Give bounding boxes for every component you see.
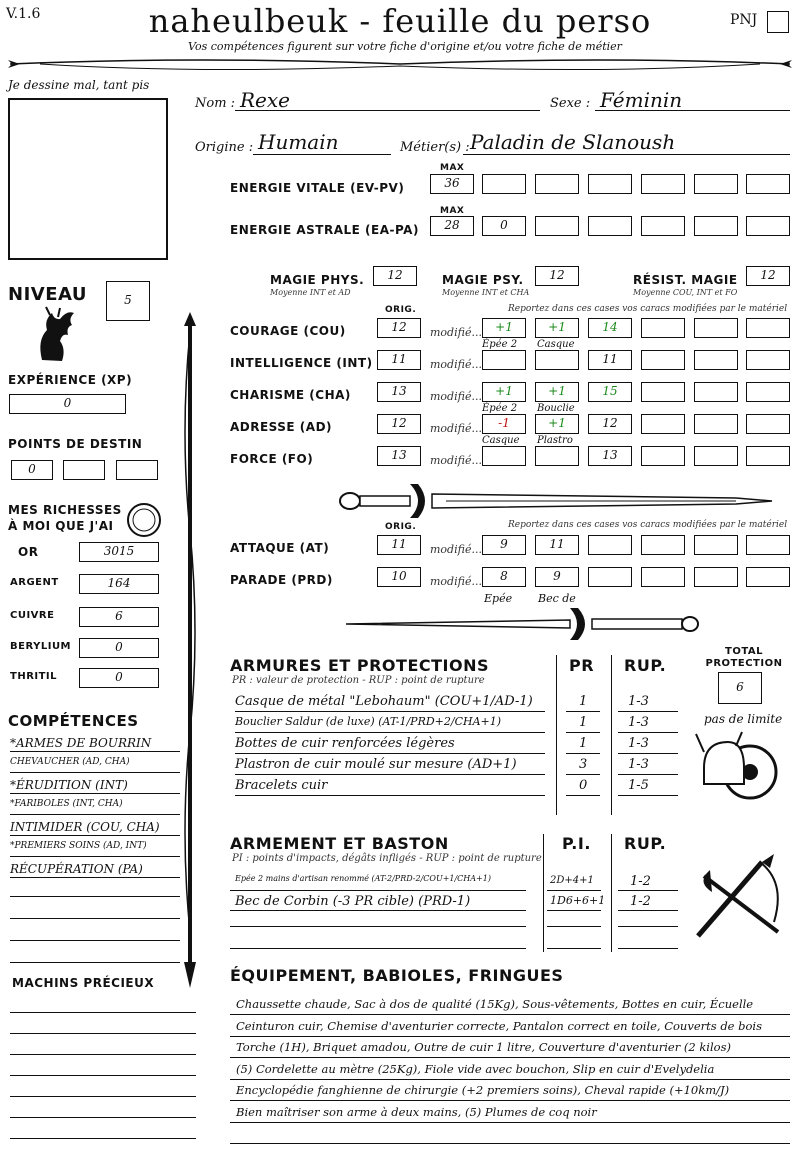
armure-rup-4[interactable]: 1-5 (628, 778, 649, 793)
stat-2-note-1: Épée 2 (482, 403, 518, 414)
ev-label: ENERGIE VITALE (EV-PV) (230, 181, 405, 195)
equip-rule-4 (230, 1100, 790, 1101)
stat-0-mod-4[interactable] (641, 318, 685, 338)
magie-phys-label: MAGIE PHYS. (270, 273, 365, 287)
wealth-label-3: BERYLIUM (10, 641, 72, 652)
competence-empty-line-0 (10, 896, 180, 897)
competence-0[interactable]: *ARMES DE BOURRIN (10, 736, 152, 750)
stat-modif-label-4: modifié... (430, 454, 482, 467)
stat-label-2: CHARISME (CHA) (230, 388, 351, 402)
armure-rup-2[interactable]: 1-3 (628, 736, 649, 751)
stat-2-mod-5[interactable] (694, 382, 738, 402)
arme-rup-1[interactable]: 1-2 (630, 894, 651, 909)
machins-line-6 (10, 1138, 196, 1139)
arme-rup-line-0 (618, 890, 678, 891)
competence-empty-line-2 (10, 940, 180, 941)
stat-modif-label-2: modifié... (430, 390, 482, 403)
niveau-box[interactable]: 5 (106, 281, 150, 321)
sword-ornament-1 (336, 478, 776, 524)
competence-empty-line-1 (10, 918, 180, 919)
stat-1-mod-6[interactable] (746, 350, 790, 370)
arme-line-1 (230, 910, 526, 911)
machins-line-0 (10, 1012, 196, 1013)
ev-box-2[interactable] (535, 174, 579, 194)
armure-pr-4[interactable]: 0 (579, 778, 588, 793)
stat-orig-0[interactable]: 12 (377, 318, 421, 338)
competence-empty-line-3 (10, 962, 180, 963)
armure-name-4[interactable]: Bracelets cuir (235, 778, 328, 793)
arme-rup-line-1 (618, 910, 678, 911)
pnj-label: PNJ (730, 12, 758, 28)
nom-field[interactable]: Rexe (240, 88, 291, 112)
destin-box-1[interactable]: 0 (11, 460, 53, 480)
combat-0-mod-4[interactable] (641, 535, 685, 555)
stat-0-mod-1[interactable]: +1 (482, 318, 526, 338)
origine-label: Origine : (195, 140, 254, 155)
wealth-label-0: OR (18, 545, 39, 559)
combat-note-1: Epée (484, 592, 513, 605)
ea-box-5[interactable] (694, 216, 738, 236)
staff-ornament (178, 312, 202, 988)
armure-rup-line-0 (618, 711, 678, 712)
magie-phys-box[interactable]: 12 (373, 266, 417, 286)
stat-orig-4[interactable]: 13 (377, 446, 421, 466)
arme-pi-0[interactable]: 2D+4+1 (550, 875, 594, 886)
equip-rule-5 (230, 1122, 790, 1123)
armure-line-3 (235, 774, 545, 775)
stat-orig-2[interactable]: 13 (377, 382, 421, 402)
ea-box-4[interactable] (641, 216, 685, 236)
wealth-box-3[interactable]: 0 (79, 638, 159, 658)
competence-line-1 (10, 772, 180, 773)
arme-line-0 (230, 890, 526, 891)
wealth-box-1[interactable]: 164 (79, 574, 159, 594)
arme-empty-rup-line-0 (618, 926, 678, 927)
stat-3-mod-6[interactable] (746, 414, 790, 434)
stat-3-mod-2[interactable]: +1 (535, 414, 579, 434)
equipement-label: ÉQUIPEMENT, BABIOLES, FRINGUES (230, 966, 564, 985)
nom-underline (235, 110, 540, 111)
sexe-field[interactable]: Féminin (600, 88, 683, 112)
combat-0-mod-6[interactable] (746, 535, 790, 555)
stat-0-mod-5[interactable] (694, 318, 738, 338)
combat-0-mod-1[interactable]: 9 (482, 535, 526, 555)
combat-modif-label-0: modifié... (430, 543, 482, 556)
sword-ornament-2 (340, 604, 700, 644)
competence-line-3 (10, 814, 180, 815)
destin-label: POINTS DE DESTIN (8, 437, 143, 451)
sexe-label: Sexe : (550, 96, 591, 111)
combat-0-mod-2[interactable]: 11 (535, 535, 579, 555)
armement-col-divider-1 (543, 834, 544, 952)
competence-1[interactable]: CHEVAUCHER (AD, CHA) (10, 757, 130, 767)
stat-orig-1[interactable]: 11 (377, 350, 421, 370)
sexe-underline (595, 110, 790, 111)
resist-magie-box[interactable]: 12 (746, 266, 790, 286)
competence-5[interactable]: *PREMIERS SOINS (AD, INT) (10, 841, 147, 851)
competence-line-0 (10, 751, 180, 752)
armure-rup-line-2 (618, 753, 678, 754)
combat-1-mod-2[interactable]: 9 (535, 567, 579, 587)
competence-line-4 (10, 835, 180, 836)
pr-header: PR (569, 656, 595, 675)
machins-line-2 (10, 1054, 196, 1055)
ev-box-6[interactable] (746, 174, 790, 194)
ev-max-label: MAX (440, 163, 465, 173)
combat-label-0: ATTAQUE (AT) (230, 541, 330, 555)
stat-modif-label-0: modifié... (430, 326, 482, 339)
equip-rule-2 (230, 1057, 790, 1058)
ev-max-box[interactable]: 36 (430, 174, 474, 194)
stat-label-0: COURAGE (COU) (230, 324, 346, 338)
armure-line-0 (235, 711, 545, 712)
armure-line-4 (235, 795, 545, 796)
stat-1-mod-5[interactable] (694, 350, 738, 370)
armure-rup-line-3 (618, 774, 678, 775)
armure-rup-1[interactable]: 1-3 (628, 715, 649, 730)
report-note: Reportez dans ces cases vos caracs modifiées par le matériel (508, 304, 788, 314)
stat-2-note-2: Bouclie (537, 403, 575, 414)
competence-line-5 (10, 856, 180, 857)
ea-label: ENERGIE ASTRALE (EA-PA) (230, 223, 419, 237)
stat-3-mod-4[interactable] (641, 414, 685, 434)
xp-box[interactable]: 0 (9, 394, 126, 414)
competence-line-6 (10, 877, 180, 878)
stat-0-mod-6[interactable] (746, 318, 790, 338)
stat-label-1: INTELLIGENCE (INT) (230, 356, 373, 370)
pnj-checkbox[interactable] (767, 11, 789, 33)
ea-box-6[interactable] (746, 216, 790, 236)
stat-3-note-2: Plastro (537, 435, 573, 446)
resist-magie-label: RÉSIST. MAGIE (633, 273, 738, 287)
stat-4-mod-2[interactable] (535, 446, 579, 466)
stat-2-mod-3[interactable]: 15 (588, 382, 632, 402)
armure-pr-line-1 (566, 732, 600, 733)
magie-psy-label: MAGIE PSY. (442, 273, 524, 287)
wealth-box-0[interactable]: 3015 (79, 542, 159, 562)
stat-2-mod-6[interactable] (746, 382, 790, 402)
combat-label-1: PARADE (PRD) (230, 573, 333, 587)
arme-rup-0[interactable]: 1-2 (630, 874, 651, 889)
equip-rule-6 (230, 1143, 790, 1144)
ev-box-5[interactable] (694, 174, 738, 194)
stat-0-note-1: Épée 2 (482, 339, 518, 350)
metier-label: Métier(s) : (400, 140, 470, 155)
stat-4-mod-6[interactable] (746, 446, 790, 466)
report-note-combat: Reportez dans ces cases vos caracs modifiées par le matériel (508, 520, 788, 530)
richesses-label-2: À MOI QUE J'AI (8, 519, 114, 533)
equip-rule-0 (230, 1014, 790, 1015)
equip-line-5[interactable]: Bien maîtriser son arme à deux mains, (5) Plumes de coq noir (236, 1104, 597, 1119)
sheet-subtitle: Vos compétences figurent sur votre fiche d'origine et/ou votre fiche de métier (188, 40, 622, 53)
orig-label-combat: ORIG. (385, 522, 417, 532)
combat-orig-0[interactable]: 11 (377, 535, 421, 555)
arme-empty-pi-line-1 (547, 948, 601, 949)
machins-label: MACHINS PRÉCIEUX (12, 976, 155, 990)
armure-rup-3[interactable]: 1-3 (628, 757, 649, 772)
competence-4[interactable]: INTIMIDER (COU, CHA) (10, 820, 160, 834)
competences-label: COMPÉTENCES (8, 712, 139, 730)
resist-magie-note: Moyenne COU, INT et FO (633, 288, 738, 297)
combat-orig-1[interactable]: 10 (377, 567, 421, 587)
stat-3-mod-5[interactable] (694, 414, 738, 434)
arme-empty-line-0 (230, 926, 526, 927)
armure-pr-line-3 (566, 774, 600, 775)
ea-current-box[interactable]: 0 (482, 216, 526, 236)
arme-pi-line-1 (547, 910, 601, 911)
weapons-icon (690, 852, 790, 942)
equip-line-2[interactable]: Torche (1H), Briquet amadou, Outre de cuir 1 litre, Couverture d'aventurier (2 kilos) (236, 1040, 731, 1054)
ev-box-3[interactable] (588, 174, 632, 194)
version: V.1.6 (6, 6, 41, 22)
ea-box-2[interactable] (535, 216, 579, 236)
arme-pi-line-0 (547, 890, 601, 891)
competence-line-2 (10, 793, 180, 794)
arme-empty-line-1 (230, 948, 526, 949)
arme-empty-pi-line-0 (547, 926, 601, 927)
destin-box-2[interactable] (63, 460, 105, 480)
pas-de-limite: pas de limite (704, 712, 783, 726)
machins-line-3 (10, 1075, 196, 1076)
combat-note-2: Bec de (538, 592, 576, 605)
armement-sub: PI : points d'impacts, dégâts infligés - RUP : point de rupture (232, 853, 542, 864)
coin-icon (126, 502, 162, 538)
combat-1-mod-6[interactable] (746, 567, 790, 587)
magie-psy-box[interactable]: 12 (535, 266, 579, 286)
armure-pr-line-4 (566, 795, 600, 796)
combat-0-mod-5[interactable] (694, 535, 738, 555)
wealth-label-4: THRITIL (10, 671, 58, 682)
ea-max-label: MAX (440, 206, 465, 216)
wealth-label-1: ARGENT (10, 577, 59, 588)
wealth-label-2: CUIVRE (10, 610, 55, 621)
nom-label: Nom : (195, 96, 236, 111)
wealth-box-2[interactable]: 6 (79, 607, 159, 627)
armure-name-0[interactable]: Casque de métal "Lebohaum" (COU+1/AD-1) (235, 694, 533, 709)
ea-box-3[interactable] (588, 216, 632, 236)
magie-phys-note: Moyenne INT et AD (270, 288, 351, 297)
armures-col-divider-2 (611, 655, 612, 815)
armures-col-divider-1 (556, 655, 557, 815)
combat-1-mod-5[interactable] (694, 567, 738, 587)
portrait-label: Je dessine mal, tant pis (8, 78, 150, 92)
armure-name-3[interactable]: Plastron de cuir moulé sur mesure (AD+1) (235, 757, 517, 772)
combat-modif-label-1: modifié... (430, 575, 482, 588)
destin-box-3[interactable] (116, 460, 158, 480)
stat-2-mod-2[interactable]: +1 (535, 382, 579, 402)
equip-rule-3 (230, 1079, 790, 1080)
armement-col-divider-2 (611, 834, 612, 952)
combat-1-mod-4[interactable] (641, 567, 685, 587)
stat-4-mod-4[interactable] (641, 446, 685, 466)
ev-box-1[interactable] (482, 174, 526, 194)
sheet-title: naheulbeuk - feuille du perso (148, 2, 652, 40)
stat-label-4: FORCE (FO) (230, 452, 314, 466)
stat-orig-3[interactable]: 12 (377, 414, 421, 434)
stat-2-mod-1[interactable]: +1 (482, 382, 526, 402)
stat-4-mod-1[interactable] (482, 446, 526, 466)
equip-line-0[interactable]: Chaussette chaude, Sac à dos de qualité (15Kg), Sous-vêtements, Bottes en cuir, Écuelle (236, 997, 754, 1011)
competence-2[interactable]: *ÉRUDITION (INT) (10, 778, 128, 792)
stat-label-3: ADRESSE (AD) (230, 420, 333, 434)
arme-name-1[interactable]: Bec de Corbin (-3 PR cible) (PRD-1) (235, 894, 471, 909)
stat-2-mod-4[interactable] (641, 382, 685, 402)
combat-0-mod-3[interactable] (588, 535, 632, 555)
stat-1-mod-4[interactable] (641, 350, 685, 370)
equip-line-3[interactable]: (5) Cordelette au mètre (25Kg), Fiole vide avec bouchon, Slip en cuir d'Evelydelia (236, 1061, 715, 1076)
armure-line-1 (235, 732, 545, 733)
machins-line-4 (10, 1096, 196, 1097)
pi-header: P.I. (562, 834, 591, 853)
total-protection-label: TOTAL PROTECTION (705, 646, 783, 669)
dragon-icon (32, 305, 82, 365)
equip-line-4[interactable]: Encyclopédie fanghienne de chirurgie (+2 premiers soins), Cheval rapide (+10km/J) (236, 1083, 730, 1097)
stat-3-note-1: Casque (482, 435, 520, 446)
machins-line-1 (10, 1033, 196, 1034)
header-rope-ornament (0, 52, 800, 76)
rup-header-armement: RUP. (624, 834, 667, 853)
stat-modif-label-3: modifié... (430, 422, 482, 435)
arme-name-0[interactable]: Epée 2 mains d'artisan renommé (AT-2/PRD-2/COU+1/CHA+1) (235, 874, 491, 883)
xp-label: EXPÉRIENCE (XP) (8, 373, 133, 387)
arme-empty-rup-line-1 (618, 948, 678, 949)
richesses-label-1: MES RICHESSES (8, 503, 122, 517)
stat-0-mod-3[interactable]: 14 (588, 318, 632, 338)
armure-line-2 (235, 753, 545, 754)
ea-max-box[interactable]: 28 (430, 216, 474, 236)
armure-name-1[interactable]: Bouclier Saldur (de luxe) (AT-1/PRD+2/CHA+1) (235, 715, 502, 728)
wealth-box-4[interactable]: 0 (79, 668, 159, 688)
stat-0-mod-2[interactable]: +1 (535, 318, 579, 338)
armure-pr-0[interactable]: 1 (579, 694, 588, 709)
armures-sub: PR : valeur de protection - RUP : point de rupture (232, 675, 485, 686)
armure-rup-line-4 (618, 795, 678, 796)
armure-pr-line-2 (566, 753, 600, 754)
helmet-shield-icon (694, 728, 780, 808)
armure-rup-line-1 (618, 732, 678, 733)
total-protection-box[interactable]: 6 (718, 672, 762, 704)
stat-1-mod-3[interactable]: 11 (588, 350, 632, 370)
ev-box-4[interactable] (641, 174, 685, 194)
stat-4-mod-5[interactable] (694, 446, 738, 466)
stat-0-note-2: Casque (537, 339, 575, 350)
metier-field[interactable]: Paladin de Slanoush (470, 130, 676, 154)
stat-1-mod-1[interactable] (482, 350, 526, 370)
equip-line-1[interactable]: Ceinturon cuir, Chemise d'aventurier correcte, Pantalon correct en toile, Couverts de bois (236, 1018, 763, 1033)
arme-pi-1[interactable]: 1D6+6+1 (550, 894, 606, 907)
competence-3[interactable]: *FARIBOLES (INT, CHA) (10, 799, 123, 809)
stat-4-mod-3[interactable]: 13 (588, 446, 632, 466)
equip-rule-1 (230, 1036, 790, 1037)
portrait-box[interactable] (8, 98, 168, 260)
stat-3-mod-3[interactable]: 12 (588, 414, 632, 434)
machins-line-5 (10, 1117, 196, 1118)
armement-label: ARMEMENT ET BASTON (230, 834, 449, 853)
armure-pr-line-0 (566, 711, 600, 712)
stat-1-mod-2[interactable] (535, 350, 579, 370)
competence-6[interactable]: RÉCUPÉRATION (PA) (10, 862, 143, 876)
armure-pr-2[interactable]: 1 (579, 736, 588, 751)
armure-pr-1[interactable]: 1 (579, 715, 588, 730)
armure-rup-0[interactable]: 1-3 (628, 694, 649, 709)
magie-psy-note: Moyenne INT et CHA (442, 288, 530, 297)
orig-label: ORIG. (385, 305, 417, 315)
stat-modif-label-1: modifié... (430, 358, 482, 371)
armure-name-2[interactable]: Bottes de cuir renforcées légères (235, 736, 455, 751)
niveau-label: NIVEAU (8, 284, 87, 305)
armures-label: ARMURES ET PROTECTIONS (230, 656, 489, 675)
armure-pr-3[interactable]: 3 (579, 757, 588, 772)
origine-underline (253, 154, 391, 155)
stat-3-mod-1[interactable]: -1 (482, 414, 526, 434)
metier-underline (463, 154, 790, 155)
combat-1-mod-1[interactable]: 8 (482, 567, 526, 587)
rup-header-armures: RUP. (624, 656, 667, 675)
combat-1-mod-3[interactable] (588, 567, 632, 587)
origine-field[interactable]: Humain (258, 130, 339, 154)
